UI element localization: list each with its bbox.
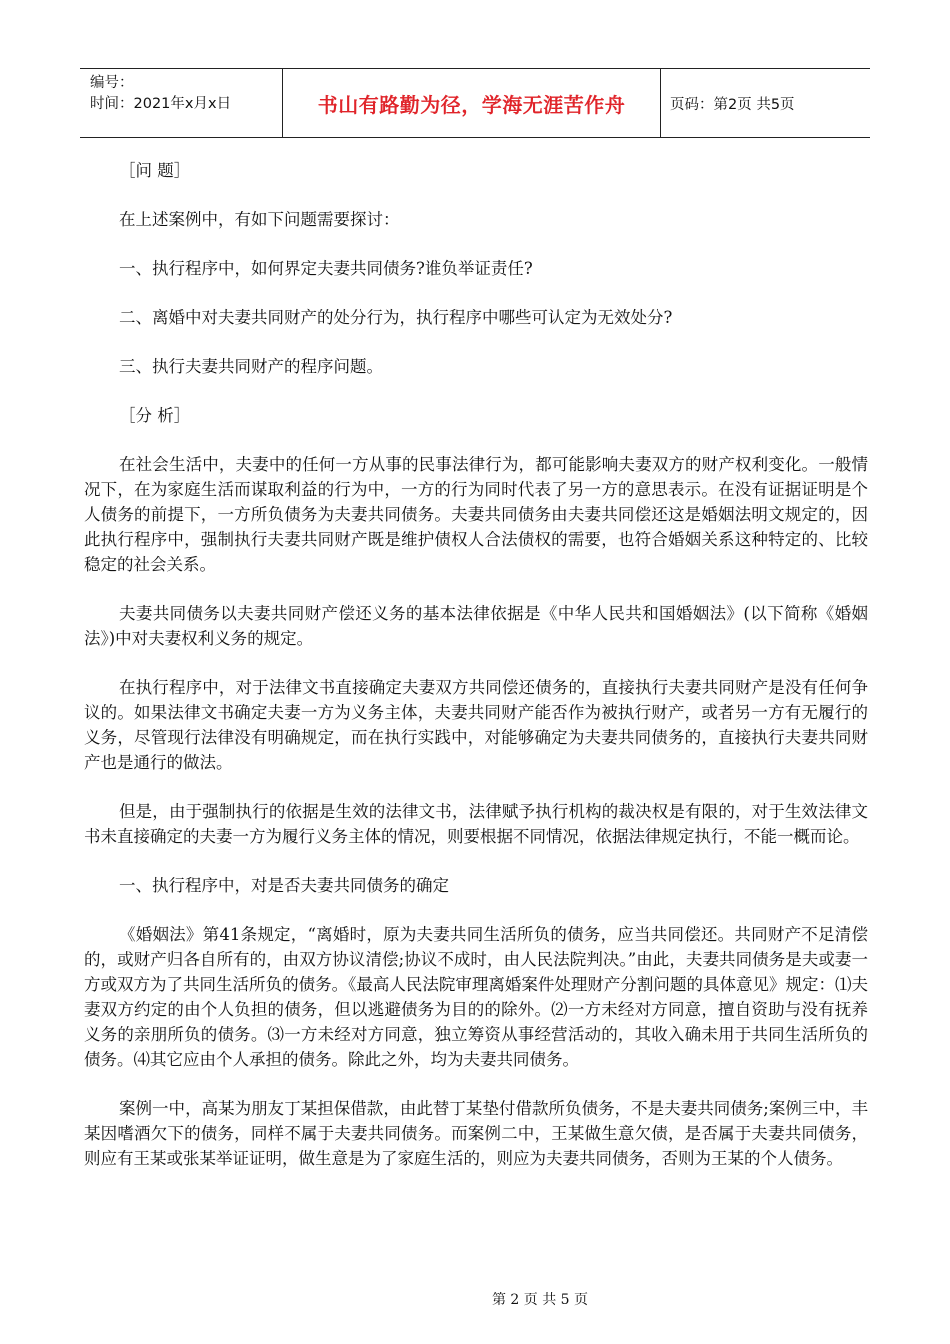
section-heading-question: ［问 题］ bbox=[119, 161, 191, 180]
paragraph-analysis-3: 在执行程序中，对于法律文书直接确定夫妻双方共同偿还债务的，直接执行夫妻共同财产是没有任何争议的。如果法律文书确定夫妻一方为义务主体，夫妻共同财产能否作为被执行财产，或者另一方有无履行的义务，尽管现行法律没有明确规定，而在执行实践中，对能够确定为夫妻共同债务的，直接执行夫妻共同财产也是通行的做法。 bbox=[84, 678, 868, 772]
paragraph-analysis-1: 在社会生活中，夫妻中的任何一方从事的民事法律行为，都可能影响夫妻双方的财产权利变化。一般情况下，在为家庭生活而谋取利益的行为中，一方的行为同时代表了另一方的意思表示。在没有证据证明是个人债务的前提下，一方所负债务为夫妻共同债务。夫妻共同债务由夫妻共同偿还这是婚姻法明文规定的，因此执行程序中，强制执行夫妻共同财产既是维护债权人合法债权的需要，也符合婚姻关系这种特定的、比较稳定的社会关系。 bbox=[84, 455, 868, 574]
section-heading-analysis: ［分 析］ bbox=[119, 406, 191, 425]
paragraph-marriage-law: 《婚姻法》第41条规定，“离婚时，原为夫妻共同生活所负的债务，应当共同偿还。共同财产不足清偿的，或财产归各自所有的，由双方协议清偿;协议不成时，由人民法院判决。”由此，夫妻共同债务是夫或妻一方或双方为了共同生活所负的债务。《最高人民法院审理离婚案件处理财产分割问题的具体意见》规定：⑴夫妻双方约定的由个人负担的债务，但以逃避债务为目的的除外。⑵一方未经对方同意，擅自资助与没有抚养义务的亲朋所负的债务。⑶一方未经对方同意，独立筹资从事经营活动的，其收入确未用于共同生活所负的债务。⑷其它应由个人承担的债务。除此之外，均为夫妻共同债务。 bbox=[84, 925, 868, 1069]
header-time-label: 时间：2021年x月x日 bbox=[90, 96, 232, 112]
header-number-label: 编号： bbox=[90, 75, 134, 91]
paragraph-cases: 案例一中，高某为朋友丁某担保借款，由此替丁某垫付借款所负债务，不是夫妻共同债务;案例三中，丰某因嗜酒欠下的债务，同样不属于夫妻共同债务。而案例二中，王某做生意欠债，是否属于夫妻共同债务，则应有王某或张某举证证明，做生意是为了家庭生活的，则应为夫妻共同债务，否则为王某的个人债务。 bbox=[84, 1099, 868, 1168]
question-2: 二、离婚中对夫妻共同财产的处分行为，执行程序中哪些可认定为无效处分? bbox=[119, 308, 673, 327]
paragraph-intro: 在上述案例中，有如下问题需要探讨： bbox=[119, 210, 400, 229]
paragraph-analysis-2: 夫妻共同债务以夫妻共同财产偿还义务的基本法律依据是《中华人民共和国婚姻法》(以下简称《婚姻法》)中对夫妻权利义务的规定。 bbox=[84, 604, 868, 648]
document-body bbox=[84, 158, 868, 1195]
subheading-1: 一、执行程序中，对是否夫妻共同债务的确定 bbox=[119, 876, 449, 895]
page-footer: 第 2 页 共 5 页 bbox=[491, 1292, 589, 1308]
header-meta bbox=[80, 69, 283, 137]
paragraph-analysis-4: 但是，由于强制执行的依据是生效的法律文书，法律赋予执行机构的裁决权是有限的，对于生效法律文书未直接确定的夫妻一方为履行义务主体的情况，则要根据不同情况，依据法律规定执行，不能一概而论。 bbox=[84, 802, 868, 846]
question-1: 一、执行程序中，如何界定夫妻共同债务?谁负举证责任? bbox=[119, 259, 533, 278]
header-page-info: 页码：第2页 共5页 bbox=[670, 96, 795, 113]
page-header bbox=[80, 68, 870, 138]
question-3: 三、执行夫妻共同财产的程序问题。 bbox=[119, 357, 383, 376]
header-motto: 书山有路勤为径，学海无涯苦作舟 bbox=[283, 69, 661, 137]
